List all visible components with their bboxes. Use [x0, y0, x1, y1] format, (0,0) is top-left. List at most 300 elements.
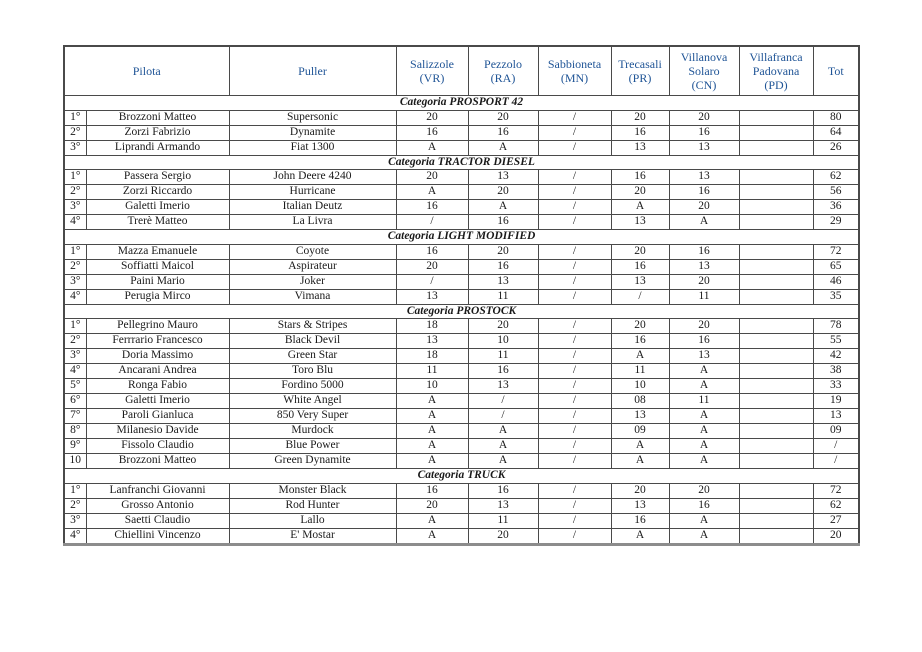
category-row — [64, 469, 859, 484]
score-cell-pezzolo: / — [468, 394, 538, 409]
score-cell-villanova-solaro: A — [669, 379, 739, 394]
puller-cell: Vimana — [229, 289, 396, 304]
rank-cell: 1° — [64, 319, 86, 334]
puller-cell: Fiat 1300 — [229, 140, 396, 155]
rank-cell: 3° — [64, 200, 86, 215]
score-cell-villafranca-padovana — [739, 185, 813, 200]
score-cell-pezzolo: 13 — [468, 379, 538, 394]
score-cell-salizzole: A — [396, 513, 468, 528]
score-cell-pezzolo: 16 — [468, 483, 538, 498]
pilota-cell: Liprandi Armando — [86, 140, 229, 155]
table-row — [64, 319, 859, 334]
score-cell-pezzolo: 13 — [468, 170, 538, 185]
score-cell-sabbioneta: / — [538, 424, 611, 439]
score-cell-villanova-solaro: 20 — [669, 200, 739, 215]
score-cell-pezzolo: 11 — [468, 289, 538, 304]
score-cell-pezzolo: 20 — [468, 185, 538, 200]
tot-cell: 72 — [813, 483, 859, 498]
tot-cell: 33 — [813, 379, 859, 394]
score-cell-villafranca-padovana — [739, 125, 813, 140]
score-cell-trecasali: 16 — [611, 170, 669, 185]
score-cell-villanova-solaro: 13 — [669, 349, 739, 364]
rank-cell: 1° — [64, 244, 86, 259]
rank-cell: 4° — [64, 528, 86, 544]
score-cell-trecasali: 16 — [611, 259, 669, 274]
score-cell-trecasali: 13 — [611, 498, 669, 513]
venue-name: Pezzolo — [484, 56, 523, 71]
score-cell-trecasali: / — [611, 289, 669, 304]
score-cell-villanova-solaro: 16 — [669, 244, 739, 259]
tot-cell: 13 — [813, 409, 859, 424]
venue-code: (RA) — [490, 71, 516, 85]
score-cell-villanova-solaro: 20 — [669, 319, 739, 334]
tot-cell: 36 — [813, 200, 859, 215]
score-cell-pezzolo: A — [468, 200, 538, 215]
puller-cell: Stars & Stripes — [229, 319, 396, 334]
rank-cell: 1° — [64, 483, 86, 498]
score-cell-trecasali: 10 — [611, 379, 669, 394]
tot-cell: 62 — [813, 170, 859, 185]
pilota-cell: Ronga Fabio — [86, 379, 229, 394]
column-header-trecasali — [611, 46, 669, 96]
score-cell-sabbioneta: / — [538, 439, 611, 454]
table-row — [64, 439, 859, 454]
tot-cell: 80 — [813, 110, 859, 125]
rank-cell: 9° — [64, 439, 86, 454]
score-cell-villafranca-padovana — [739, 274, 813, 289]
score-cell-trecasali: 20 — [611, 319, 669, 334]
puller-cell: Black Devil — [229, 334, 396, 349]
score-cell-villanova-solaro: A — [669, 513, 739, 528]
score-cell-sabbioneta: / — [538, 454, 611, 469]
score-cell-trecasali: 13 — [611, 409, 669, 424]
score-cell-villafranca-padovana — [739, 200, 813, 215]
score-cell-villafranca-padovana — [739, 379, 813, 394]
table-row — [64, 140, 859, 155]
pilota-cell: Doria Massimo — [86, 349, 229, 364]
score-cell-trecasali: A — [611, 200, 669, 215]
rank-cell: 2° — [64, 334, 86, 349]
tot-cell: 78 — [813, 319, 859, 334]
score-cell-pezzolo: 11 — [468, 513, 538, 528]
score-cell-pezzolo: 16 — [468, 215, 538, 230]
puller-cell: E' Mostar — [229, 528, 396, 544]
venue-name: Villanova Solaro — [680, 49, 728, 78]
column-header-salizzole — [396, 46, 468, 96]
puller-cell: Blue Power — [229, 439, 396, 454]
score-cell-sabbioneta: / — [538, 244, 611, 259]
rank-cell: 3° — [64, 140, 86, 155]
puller-cell: Lallo — [229, 513, 396, 528]
score-cell-villafranca-padovana — [739, 409, 813, 424]
score-cell-trecasali: 16 — [611, 513, 669, 528]
score-cell-pezzolo: 16 — [468, 364, 538, 379]
score-cell-villafranca-padovana — [739, 319, 813, 334]
category-title: Categoria TRACTOR DIESEL — [64, 155, 859, 170]
score-cell-villanova-solaro: 20 — [669, 274, 739, 289]
puller-cell: Dynamite — [229, 125, 396, 140]
tot-cell: 64 — [813, 125, 859, 140]
column-header-tot: Tot — [813, 46, 859, 96]
table-row — [64, 424, 859, 439]
pilota-cell: Soffiatti Maicol — [86, 259, 229, 274]
score-cell-sabbioneta: / — [538, 483, 611, 498]
score-cell-sabbioneta: / — [538, 200, 611, 215]
pilota-cell: Galetti Imerio — [86, 200, 229, 215]
score-cell-villafranca-padovana — [739, 259, 813, 274]
puller-cell: La Livra — [229, 215, 396, 230]
score-cell-villanova-solaro: A — [669, 439, 739, 454]
score-cell-pezzolo: 16 — [468, 259, 538, 274]
score-cell-villafranca-padovana — [739, 244, 813, 259]
category-title: Categoria LIGHT MODIFIED — [64, 230, 859, 245]
score-cell-salizzole: / — [396, 274, 468, 289]
table-row — [64, 185, 859, 200]
score-cell-villanova-solaro: 13 — [669, 259, 739, 274]
table-row — [64, 215, 859, 230]
score-cell-trecasali: 11 — [611, 364, 669, 379]
score-cell-trecasali: 20 — [611, 244, 669, 259]
score-cell-trecasali: 09 — [611, 424, 669, 439]
column-header-villanova-solaro — [669, 46, 739, 96]
puller-cell: Fordino 5000 — [229, 379, 396, 394]
score-cell-salizzole: A — [396, 409, 468, 424]
score-cell-salizzole: 16 — [396, 244, 468, 259]
pilota-cell: Milanesio Davide — [86, 424, 229, 439]
venue-code: (CN) — [691, 78, 717, 93]
column-header-villafranca-padovana — [739, 46, 813, 96]
category-row — [64, 230, 859, 245]
score-cell-salizzole: A — [396, 394, 468, 409]
venue-name: Salizzole — [410, 56, 454, 71]
venue-code: (VR) — [419, 71, 445, 85]
score-cell-sabbioneta: / — [538, 409, 611, 424]
tot-cell: 19 — [813, 394, 859, 409]
rank-cell: 5° — [64, 379, 86, 394]
rank-cell: 2° — [64, 259, 86, 274]
score-cell-sabbioneta: / — [538, 319, 611, 334]
score-cell-villanova-solaro: 11 — [669, 394, 739, 409]
score-cell-sabbioneta: / — [538, 185, 611, 200]
tot-cell: 09 — [813, 424, 859, 439]
rank-cell: 4° — [64, 364, 86, 379]
score-cell-trecasali: 20 — [611, 185, 669, 200]
pilota-cell: Perugia Mirco — [86, 289, 229, 304]
score-cell-trecasali: A — [611, 349, 669, 364]
pilota-cell: Passera Sergio — [86, 170, 229, 185]
score-cell-villanova-solaro: 20 — [669, 483, 739, 498]
venue-code: (MN) — [560, 71, 589, 85]
score-cell-sabbioneta: / — [538, 289, 611, 304]
rank-cell: 1° — [64, 170, 86, 185]
rank-cell: 7° — [64, 409, 86, 424]
table-row — [64, 394, 859, 409]
score-cell-villanova-solaro: A — [669, 454, 739, 469]
score-cell-villanova-solaro: A — [669, 528, 739, 544]
score-cell-villafranca-padovana — [739, 483, 813, 498]
score-cell-villafranca-padovana — [739, 528, 813, 544]
pilota-cell: Grosso Antonio — [86, 498, 229, 513]
score-cell-salizzole: 16 — [396, 200, 468, 215]
score-cell-salizzole: A — [396, 185, 468, 200]
pilota-cell: Paini Mario — [86, 274, 229, 289]
table-row — [64, 274, 859, 289]
score-cell-pezzolo: A — [468, 140, 538, 155]
score-cell-sabbioneta: / — [538, 379, 611, 394]
puller-cell: Supersonic — [229, 110, 396, 125]
table-row — [64, 379, 859, 394]
puller-cell: Hurricane — [229, 185, 396, 200]
score-cell-villanova-solaro: 20 — [669, 110, 739, 125]
score-cell-trecasali: 16 — [611, 125, 669, 140]
score-cell-villafranca-padovana — [739, 513, 813, 528]
score-cell-pezzolo: 20 — [468, 110, 538, 125]
tot-cell: 55 — [813, 334, 859, 349]
score-cell-pezzolo: 11 — [468, 349, 538, 364]
rank-cell: 8° — [64, 424, 86, 439]
score-cell-pezzolo: 10 — [468, 334, 538, 349]
rank-cell: 6° — [64, 394, 86, 409]
score-cell-sabbioneta: / — [538, 364, 611, 379]
score-cell-villafranca-padovana — [739, 454, 813, 469]
table-row — [64, 528, 859, 544]
pilota-cell: Brozzoni Matteo — [86, 110, 229, 125]
rank-cell: 4° — [64, 215, 86, 230]
table-row — [64, 200, 859, 215]
score-cell-pezzolo: 13 — [468, 274, 538, 289]
category-row — [64, 304, 859, 319]
puller-cell: Coyote — [229, 244, 396, 259]
puller-cell: Green Dynamite — [229, 454, 396, 469]
score-cell-villanova-solaro: A — [669, 424, 739, 439]
score-cell-villafranca-padovana — [739, 334, 813, 349]
column-header-pezzolo — [468, 46, 538, 96]
category-title: Categoria PROSTOCK — [64, 304, 859, 319]
puller-cell: Rod Hunter — [229, 498, 396, 513]
table-row — [64, 483, 859, 498]
score-cell-pezzolo: / — [468, 409, 538, 424]
score-cell-salizzole: 18 — [396, 319, 468, 334]
results-table-body — [64, 96, 859, 545]
score-cell-salizzole: 16 — [396, 125, 468, 140]
tot-cell: 20 — [813, 528, 859, 544]
score-cell-villafranca-padovana — [739, 110, 813, 125]
table-row — [64, 349, 859, 364]
pilota-cell: Saetti Claudio — [86, 513, 229, 528]
score-cell-sabbioneta: / — [538, 215, 611, 230]
puller-cell: Green Star — [229, 349, 396, 364]
table-row — [64, 125, 859, 140]
puller-cell: Joker — [229, 274, 396, 289]
score-cell-pezzolo: 20 — [468, 319, 538, 334]
score-cell-trecasali: A — [611, 439, 669, 454]
pilota-cell: Ferrrario Francesco — [86, 334, 229, 349]
score-cell-salizzole: 16 — [396, 483, 468, 498]
tot-cell: 38 — [813, 364, 859, 379]
pilota-cell: Fissolo Claudio — [86, 439, 229, 454]
results-table — [63, 45, 860, 546]
table-row — [64, 409, 859, 424]
rank-cell: 4° — [64, 289, 86, 304]
score-cell-salizzole: 13 — [396, 334, 468, 349]
score-cell-trecasali: 13 — [611, 274, 669, 289]
header-row — [64, 46, 859, 96]
pilota-cell: Mazza Emanuele — [86, 244, 229, 259]
score-cell-villanova-solaro: 13 — [669, 140, 739, 155]
score-cell-villanova-solaro: 13 — [669, 170, 739, 185]
column-header-pilota: Pilota — [64, 46, 229, 96]
table-row — [64, 289, 859, 304]
score-cell-trecasali: 13 — [611, 215, 669, 230]
score-cell-salizzole: A — [396, 140, 468, 155]
score-cell-salizzole: 20 — [396, 170, 468, 185]
puller-cell: Italian Deutz — [229, 200, 396, 215]
rank-cell: 2° — [64, 185, 86, 200]
score-cell-salizzole: 11 — [396, 364, 468, 379]
venue-name: Villafranca Padovana — [749, 49, 803, 78]
venue-code: (PR) — [628, 71, 652, 85]
score-cell-villafranca-padovana — [739, 349, 813, 364]
pilota-cell: Galetti Imerio — [86, 394, 229, 409]
score-cell-sabbioneta: / — [538, 170, 611, 185]
tot-cell: 26 — [813, 140, 859, 155]
score-cell-villanova-solaro: A — [669, 409, 739, 424]
rank-cell: 3° — [64, 513, 86, 528]
puller-cell: Aspirateur — [229, 259, 396, 274]
score-cell-sabbioneta: / — [538, 110, 611, 125]
score-cell-sabbioneta: / — [538, 140, 611, 155]
pilota-cell: Zorzi Riccardo — [86, 185, 229, 200]
table-row — [64, 334, 859, 349]
tot-cell: 56 — [813, 185, 859, 200]
tot-cell: 46 — [813, 274, 859, 289]
score-cell-trecasali: A — [611, 528, 669, 544]
puller-cell: John Deere 4240 — [229, 170, 396, 185]
score-cell-salizzole: / — [396, 215, 468, 230]
category-row — [64, 155, 859, 170]
score-cell-pezzolo: 13 — [468, 498, 538, 513]
pilota-cell: Paroli Gianluca — [86, 409, 229, 424]
score-cell-trecasali: 08 — [611, 394, 669, 409]
category-row — [64, 96, 859, 111]
tot-cell: 35 — [813, 289, 859, 304]
score-cell-villafranca-padovana — [739, 394, 813, 409]
score-cell-salizzole: A — [396, 424, 468, 439]
tot-cell: 65 — [813, 259, 859, 274]
score-cell-villanova-solaro: 16 — [669, 185, 739, 200]
score-cell-trecasali: 13 — [611, 140, 669, 155]
venue-name: Sabbioneta — [547, 56, 602, 71]
category-title: Categoria TRUCK — [64, 469, 859, 484]
puller-cell: Murdock — [229, 424, 396, 439]
puller-cell: Monster Black — [229, 483, 396, 498]
score-cell-sabbioneta: / — [538, 513, 611, 528]
score-cell-salizzole: 10 — [396, 379, 468, 394]
pilota-cell: Pellegrino Mauro — [86, 319, 229, 334]
score-cell-trecasali: 16 — [611, 334, 669, 349]
rank-cell: 3° — [64, 349, 86, 364]
table-row — [64, 244, 859, 259]
rank-cell: 3° — [64, 274, 86, 289]
rank-cell: 2° — [64, 498, 86, 513]
score-cell-villafranca-padovana — [739, 170, 813, 185]
pilota-cell: Ancarani Andrea — [86, 364, 229, 379]
puller-cell: White Angel — [229, 394, 396, 409]
column-header-sabbioneta — [538, 46, 611, 96]
column-header-puller: Puller — [229, 46, 396, 96]
table-row — [64, 454, 859, 469]
score-cell-sabbioneta: / — [538, 125, 611, 140]
score-cell-pezzolo: 20 — [468, 244, 538, 259]
table-header — [64, 46, 859, 96]
score-cell-pezzolo: 20 — [468, 528, 538, 544]
score-cell-villafranca-padovana — [739, 215, 813, 230]
score-cell-villanova-solaro: A — [669, 215, 739, 230]
score-cell-villafranca-padovana — [739, 364, 813, 379]
score-cell-sabbioneta: / — [538, 394, 611, 409]
score-cell-salizzole: 20 — [396, 110, 468, 125]
tot-cell: 29 — [813, 215, 859, 230]
rank-cell: 10 — [64, 454, 86, 469]
score-cell-sabbioneta: / — [538, 498, 611, 513]
table-row — [64, 170, 859, 185]
score-cell-salizzole: 18 — [396, 349, 468, 364]
pilota-cell: Lanfranchi Giovanni — [86, 483, 229, 498]
score-cell-trecasali: A — [611, 454, 669, 469]
table-row — [64, 364, 859, 379]
score-cell-trecasali: 20 — [611, 483, 669, 498]
pilota-cell: Zorzi Fabrizio — [86, 125, 229, 140]
score-cell-villafranca-padovana — [739, 289, 813, 304]
pilota-cell: Trerè Matteo — [86, 215, 229, 230]
score-cell-villafranca-padovana — [739, 140, 813, 155]
score-cell-salizzole: A — [396, 454, 468, 469]
puller-cell: Toro Blu — [229, 364, 396, 379]
table-row — [64, 498, 859, 513]
tot-cell: 42 — [813, 349, 859, 364]
score-cell-pezzolo: A — [468, 424, 538, 439]
score-cell-villanova-solaro: 11 — [669, 289, 739, 304]
score-cell-pezzolo: A — [468, 454, 538, 469]
score-cell-villafranca-padovana — [739, 439, 813, 454]
score-cell-salizzole: 20 — [396, 498, 468, 513]
tot-cell: / — [813, 439, 859, 454]
tot-cell: 27 — [813, 513, 859, 528]
score-cell-salizzole: 13 — [396, 289, 468, 304]
score-cell-salizzole: 20 — [396, 259, 468, 274]
score-cell-villanova-solaro: 16 — [669, 498, 739, 513]
score-cell-villafranca-padovana — [739, 424, 813, 439]
score-cell-sabbioneta: / — [538, 334, 611, 349]
rank-cell: 2° — [64, 125, 86, 140]
table-row — [64, 259, 859, 274]
tot-cell: 72 — [813, 244, 859, 259]
score-cell-sabbioneta: / — [538, 259, 611, 274]
venue-name: Trecasali — [618, 56, 662, 71]
table-row — [64, 110, 859, 125]
score-cell-trecasali: 20 — [611, 110, 669, 125]
category-title: Categoria PROSPORT 42 — [64, 96, 859, 111]
tot-cell: 62 — [813, 498, 859, 513]
score-cell-sabbioneta: / — [538, 349, 611, 364]
score-cell-salizzole: A — [396, 439, 468, 454]
score-cell-pezzolo: 16 — [468, 125, 538, 140]
score-cell-sabbioneta: / — [538, 528, 611, 544]
score-cell-pezzolo: A — [468, 439, 538, 454]
venue-code: (PD) — [764, 78, 788, 93]
score-cell-villafranca-padovana — [739, 498, 813, 513]
score-cell-sabbioneta: / — [538, 274, 611, 289]
